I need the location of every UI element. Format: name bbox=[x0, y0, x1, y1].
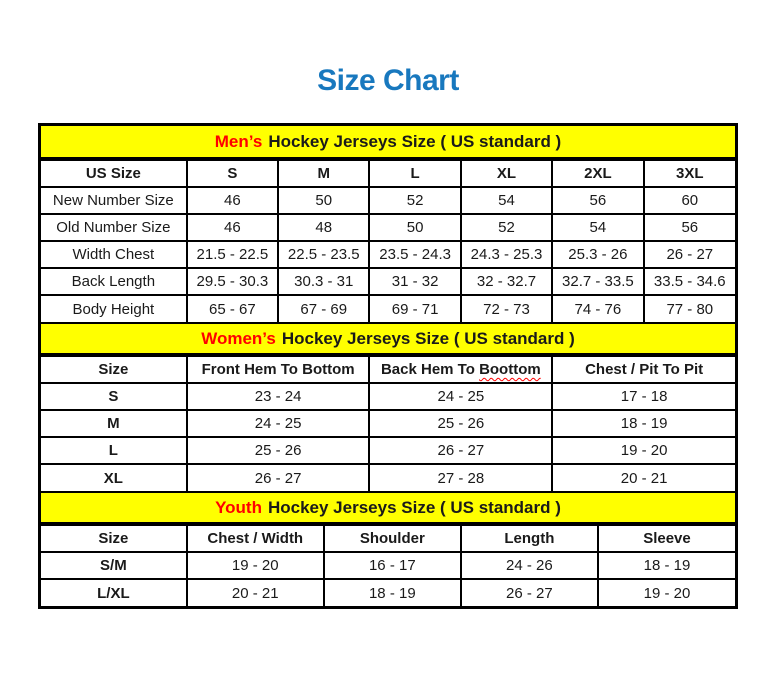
column-header-cell: US Size bbox=[41, 160, 187, 187]
womens-section-title bbox=[41, 322, 735, 355]
column-header-cell: Sleeve bbox=[598, 525, 735, 552]
misspelled-word: Boottom bbox=[479, 361, 541, 378]
value-cell: 54 bbox=[461, 187, 552, 214]
row-label-cell: Back Length bbox=[41, 268, 187, 295]
value-cell: 32 - 32.7 bbox=[461, 268, 552, 295]
value-cell: 26 - 27 bbox=[187, 464, 370, 491]
column-header-cell bbox=[369, 356, 552, 383]
column-header-cell: S bbox=[187, 160, 278, 187]
value-cell: 31 - 32 bbox=[369, 268, 460, 295]
value-cell: 67 - 69 bbox=[278, 295, 369, 322]
value-cell: 50 bbox=[369, 214, 460, 241]
value-cell: 32.7 - 33.5 bbox=[552, 268, 643, 295]
column-header-cell: Shoulder bbox=[324, 525, 461, 552]
column-header-cell: 3XL bbox=[644, 160, 735, 187]
value-cell: 26 - 27 bbox=[369, 437, 552, 464]
row-label-cell: Width Chest bbox=[41, 241, 187, 268]
value-cell: 54 bbox=[552, 214, 643, 241]
table-row bbox=[41, 410, 735, 437]
size-chart bbox=[38, 123, 738, 609]
value-cell: 24 - 25 bbox=[187, 410, 370, 437]
value-cell: 22.5 - 23.5 bbox=[278, 241, 369, 268]
column-header-row bbox=[41, 356, 735, 383]
value-cell: 46 bbox=[187, 187, 278, 214]
mens-size-section bbox=[41, 126, 735, 322]
row-label-cell: New Number Size bbox=[41, 187, 187, 214]
value-cell: 72 - 73 bbox=[461, 295, 552, 322]
value-cell: 19 - 20 bbox=[598, 579, 735, 606]
youth-table bbox=[41, 524, 735, 606]
value-cell: 65 - 67 bbox=[187, 295, 278, 322]
value-cell: 24.3 - 25.3 bbox=[461, 241, 552, 268]
value-cell: 18 - 19 bbox=[598, 552, 735, 579]
womens-table bbox=[41, 355, 735, 491]
row-label-cell: M bbox=[41, 410, 187, 437]
page-title: Size Chart bbox=[317, 64, 459, 97]
value-cell: 30.3 - 31 bbox=[278, 268, 369, 295]
value-cell: 69 - 71 bbox=[369, 295, 460, 322]
value-cell: 52 bbox=[461, 214, 552, 241]
column-header-row bbox=[41, 525, 735, 552]
value-cell: 21.5 - 22.5 bbox=[187, 241, 278, 268]
value-cell: 33.5 - 34.6 bbox=[644, 268, 735, 295]
value-cell: 23 - 24 bbox=[187, 383, 370, 410]
row-label-cell: L bbox=[41, 437, 187, 464]
value-cell: 18 - 19 bbox=[324, 579, 461, 606]
column-header-cell: L bbox=[369, 160, 460, 187]
value-cell: 25 - 26 bbox=[187, 437, 370, 464]
value-cell: 50 bbox=[278, 187, 369, 214]
value-cell: 25 - 26 bbox=[369, 410, 552, 437]
value-cell: 20 - 21 bbox=[187, 579, 324, 606]
section-title-text: Hockey Jerseys Size ( US standard ) bbox=[268, 131, 562, 151]
value-cell: 23.5 - 24.3 bbox=[369, 241, 460, 268]
column-header-cell: Chest / Pit To Pit bbox=[552, 356, 735, 383]
column-header-cell: Chest / Width bbox=[187, 525, 324, 552]
value-cell: 17 - 18 bbox=[552, 383, 735, 410]
column-header-cell: 2XL bbox=[552, 160, 643, 187]
section-title-highlight: Youth bbox=[215, 497, 262, 517]
table-row bbox=[41, 187, 735, 214]
column-header-cell: M bbox=[278, 160, 369, 187]
value-cell: 60 bbox=[644, 187, 735, 214]
value-cell: 16 - 17 bbox=[324, 552, 461, 579]
value-cell: 25.3 - 26 bbox=[552, 241, 643, 268]
section-title-highlight: Men’s bbox=[214, 131, 263, 151]
value-cell: 46 bbox=[187, 214, 278, 241]
section-title-text: Hockey Jerseys Size ( US standard ) bbox=[281, 328, 575, 348]
value-cell: 24 - 25 bbox=[369, 383, 552, 410]
value-cell: 26 - 27 bbox=[644, 241, 735, 268]
value-cell: 52 bbox=[369, 187, 460, 214]
value-cell: 77 - 80 bbox=[644, 295, 735, 322]
column-header-cell: Length bbox=[461, 525, 598, 552]
mens-table bbox=[41, 159, 735, 322]
row-label-cell: L/XL bbox=[41, 579, 187, 606]
youth-size-section bbox=[41, 491, 735, 606]
table-row bbox=[41, 437, 735, 464]
row-label-cell: Old Number Size bbox=[41, 214, 187, 241]
table-row bbox=[41, 241, 735, 268]
value-cell: 56 bbox=[644, 214, 735, 241]
section-title-highlight: Women’s bbox=[201, 328, 276, 348]
row-label-cell: S bbox=[41, 383, 187, 410]
column-header-cell: XL bbox=[461, 160, 552, 187]
row-label-cell: S/M bbox=[41, 552, 187, 579]
table-row bbox=[41, 579, 735, 606]
value-cell: 19 - 20 bbox=[187, 552, 324, 579]
mens-section-title bbox=[41, 126, 735, 159]
row-label-cell: XL bbox=[41, 464, 187, 491]
value-cell: 74 - 76 bbox=[552, 295, 643, 322]
table-row bbox=[41, 268, 735, 295]
table-row bbox=[41, 383, 735, 410]
column-header-cell: Size bbox=[41, 356, 187, 383]
column-header-row bbox=[41, 160, 735, 187]
section-title-text: Hockey Jerseys Size ( US standard ) bbox=[267, 497, 561, 517]
youth-section-title bbox=[41, 491, 735, 524]
value-cell: 19 - 20 bbox=[552, 437, 735, 464]
value-cell: 48 bbox=[278, 214, 369, 241]
column-header-cell: Front Hem To Bottom bbox=[187, 356, 370, 383]
value-cell: 27 - 28 bbox=[369, 464, 552, 491]
value-cell: 56 bbox=[552, 187, 643, 214]
row-label-cell: Body Height bbox=[41, 295, 187, 322]
column-header-text: Back Hem To bbox=[380, 361, 480, 378]
value-cell: 24 - 26 bbox=[461, 552, 598, 579]
value-cell: 29.5 - 30.3 bbox=[187, 268, 278, 295]
value-cell: 18 - 19 bbox=[552, 410, 735, 437]
table-row bbox=[41, 214, 735, 241]
column-header-cell: Size bbox=[41, 525, 187, 552]
table-row bbox=[41, 552, 735, 579]
table-row bbox=[41, 464, 735, 491]
value-cell: 26 - 27 bbox=[461, 579, 598, 606]
value-cell: 20 - 21 bbox=[552, 464, 735, 491]
womens-size-section bbox=[41, 322, 735, 491]
table-row bbox=[41, 295, 735, 322]
